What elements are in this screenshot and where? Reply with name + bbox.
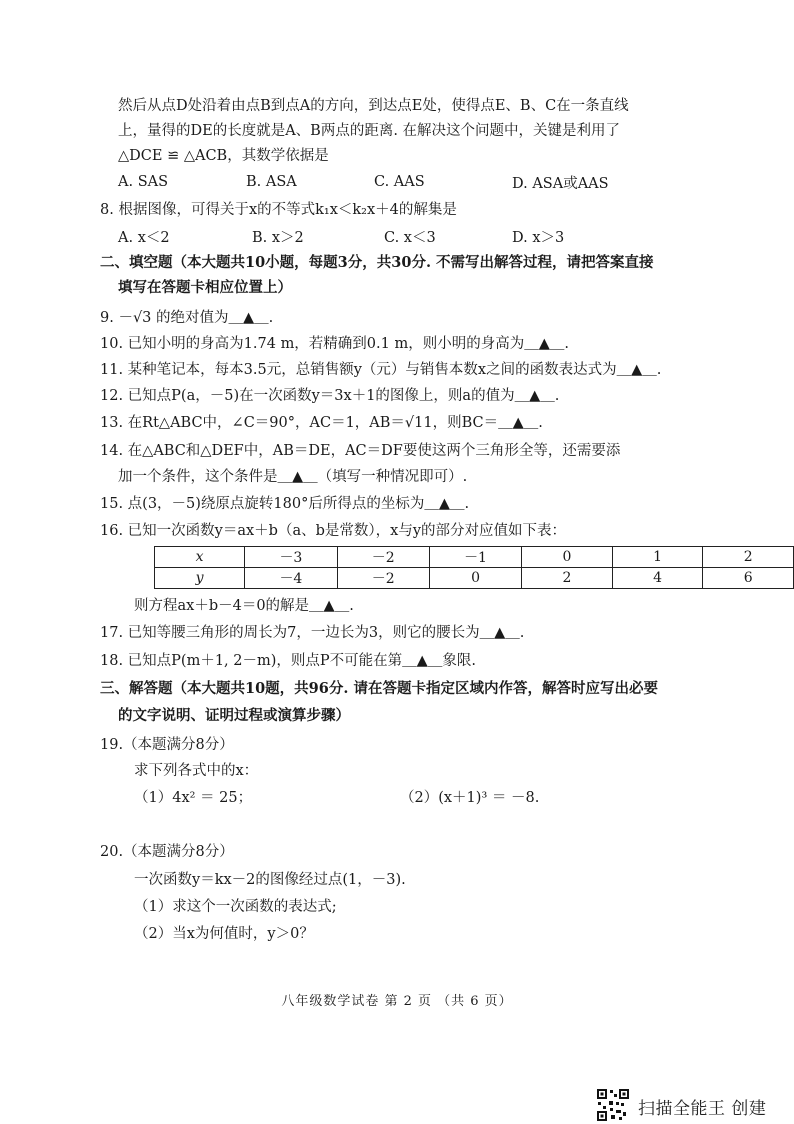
- table-cell: 6: [703, 568, 794, 589]
- q19-part2: （2）(x＋1)³ ＝ －8.: [400, 790, 540, 806]
- table-row-y: [155, 568, 794, 589]
- q17: 17. 已知等腰三角形的周长为7，一边长为3，则它的腰长为＿▲＿.: [100, 625, 525, 641]
- q20-part1: （1）求这个一次函数的表达式;: [134, 899, 337, 915]
- q8-option-c: C. x＜3: [384, 230, 436, 246]
- table-row-x: [155, 547, 794, 568]
- table-cell: 0: [429, 568, 521, 589]
- q9: 9. －√3 的绝对值为＿▲＿.: [100, 310, 274, 326]
- qr-code-icon: [596, 1088, 630, 1122]
- section3-heading-line2: 的文字说明、证明过程或演算步骤）: [118, 707, 350, 724]
- section3-heading-line1: 三、解答题（本大题共10题，共96分. 请在答题卡指定区域内作答，解答时应写出必要: [100, 680, 658, 697]
- q7-text-line2: 上，量得的DE的长度就是A、B两点的距离. 在解决这个问题中，关键是利用了: [118, 123, 621, 139]
- q20-title: 20.（本题满分8分）: [100, 844, 234, 860]
- table-cell: －2: [337, 547, 429, 568]
- q19-part1: （1）4x² ＝ 25；: [134, 790, 253, 806]
- value-table: [154, 546, 794, 589]
- section2-heading-line2: 填写在答题卡相应位置上）: [118, 279, 292, 296]
- q16-stem: 16. 已知一次函数y＝ax＋b（a、b是常数），x与y的部分对应值如下表：: [100, 523, 567, 539]
- q11: 11. 某种笔记本，每本3.5元，总销售额y（元）与销售本数x之间的函数表达式为＿▲＿.: [100, 362, 662, 378]
- table-cell: 4: [612, 568, 703, 589]
- q7-text-line3: △DCE ≌ △ACB，其数学依据是: [118, 148, 329, 164]
- q13: 13. 在Rt△ABC中，∠C＝90°，AC＝1，AB＝√11，则BC＝＿▲＿.: [100, 415, 543, 431]
- q12: 12. 已知点P(a，－5)在一次函数y＝3x＋1的图像上，则a的值为＿▲＿.: [100, 388, 560, 404]
- q20-part2: （2）当x为何值时，y＞0？: [134, 926, 314, 942]
- table-cell: 2: [703, 547, 794, 568]
- q8-option-b: B. x＞2: [252, 230, 304, 246]
- table-cell: 2: [522, 568, 613, 589]
- table-cell: －1: [429, 547, 521, 568]
- table-cell: x: [155, 547, 245, 568]
- q18: 18. 已知点P(m＋1, 2－m)，则点P不可能在第＿▲＿象限.: [100, 653, 476, 669]
- q7-option-b: B. ASA: [246, 174, 297, 190]
- q7-text-line1: 然后从点D处沿着由点B到点A的方向，到达点E处，使得点E、B、C在一条直线: [118, 98, 629, 114]
- q20-stem: 一次函数y＝kx－2的图像经过点(1，－3).: [134, 872, 406, 888]
- table-cell: 0: [522, 547, 613, 568]
- q14-line1: 14. 在△ABC和△DEF中，AB＝DE，AC＝DF要使这两个三角形全等，还需要添: [100, 443, 621, 459]
- scanner-watermark: 扫描全能王 创建: [638, 1099, 767, 1119]
- table-cell: y: [155, 568, 245, 589]
- q14-line2: 加一个条件，这个条件是＿▲＿（填写一种情况即可）.: [118, 469, 468, 485]
- q19-stem: 求下列各式中的x：: [134, 763, 259, 779]
- table-cell: －3: [245, 547, 337, 568]
- q7-option-d: D. ASA或AAS: [512, 176, 609, 192]
- table-cell: －4: [245, 568, 337, 589]
- q8-option-d: D. x＞3: [512, 230, 565, 246]
- table-cell: －2: [337, 568, 429, 589]
- page-footer: 八年级数学试卷 第 2 页 （共 6 页）: [281, 994, 513, 1009]
- q7-option-a: A. SAS: [118, 174, 169, 190]
- q15: 15. 点(3，－5)绕原点旋转180°后所得点的坐标为＿▲＿.: [100, 496, 470, 512]
- q19-title: 19.（本题满分8分）: [100, 737, 234, 753]
- section2-heading-line1: 二、填空题（本大题共10小题，每题3分，共30分. 不需写出解答过程，请把答案直接: [100, 254, 654, 271]
- q8-option-a: A. x＜2: [118, 230, 170, 246]
- table-cell: 1: [612, 547, 703, 568]
- q8-stem: 8. 根据图像，可得关于x的不等式k₁x＜k₂x＋4的解集是: [100, 202, 457, 218]
- q16-question: 则方程ax＋b－4＝0的解是＿▲＿.: [134, 598, 354, 614]
- q10: 10. 已知小明的身高为1.74 m，若精确到0.1 m，则小明的身高为＿▲＿.: [100, 336, 569, 352]
- q7-option-c: C. AAS: [374, 174, 425, 190]
